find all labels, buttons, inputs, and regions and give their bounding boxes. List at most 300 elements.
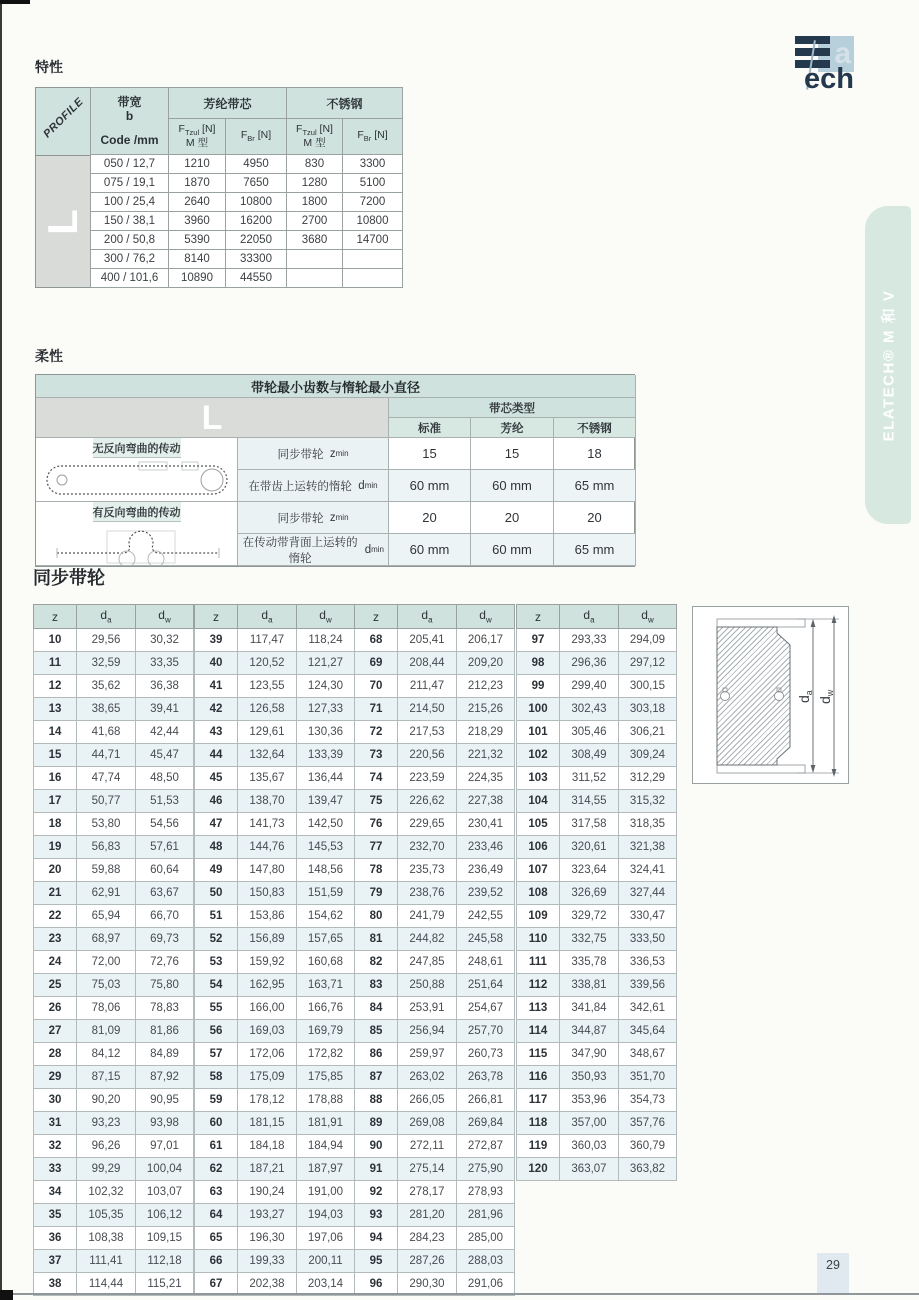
cell: 14 [34, 721, 77, 744]
row-label: 同步带轮 z min [238, 502, 389, 534]
cell: 281,20 [398, 1204, 457, 1227]
row-label: 同步带轮 z min [238, 438, 389, 470]
cell: 45 [195, 767, 238, 790]
cell: 35 [34, 1204, 77, 1227]
cell: 67 [195, 1273, 238, 1296]
cell: 357,00 [560, 1112, 619, 1135]
cell: 141,73 [238, 813, 297, 836]
cell: 70 [355, 675, 398, 698]
cell: 16 [34, 767, 77, 790]
table-row [355, 882, 515, 905]
table-row [517, 652, 677, 675]
profile-label: PROFILE [41, 95, 86, 141]
table-row [91, 174, 403, 193]
table-row [34, 744, 194, 767]
cell [343, 269, 403, 288]
cell: 347,90 [560, 1043, 619, 1066]
table-row [195, 767, 355, 790]
cell: 75,80 [136, 974, 194, 997]
section-title-flexibility: 柔性 [35, 348, 63, 364]
cell: 123,55 [238, 675, 297, 698]
cord-col-aramid: 芳纶 [471, 418, 554, 438]
table-row [34, 1250, 194, 1273]
cell: 19 [34, 836, 77, 859]
cell: 315,32 [619, 790, 677, 813]
cell [287, 269, 343, 288]
cell: 338,81 [560, 974, 619, 997]
cell: 117 [517, 1089, 560, 1112]
cell: 75,03 [77, 974, 136, 997]
cell: 272,87 [457, 1135, 515, 1158]
cell: 100 / 25,4 [91, 193, 169, 212]
group-reverse-bend [36, 502, 238, 566]
profile-letter-cell [36, 156, 90, 287]
cell: 108 [517, 882, 560, 905]
cell: 111 [517, 951, 560, 974]
table-row [34, 905, 194, 928]
cell: 217,53 [398, 721, 457, 744]
cell: 44,71 [77, 744, 136, 767]
cell: 103 [517, 767, 560, 790]
footer-rule [0, 1293, 919, 1295]
cell [343, 250, 403, 269]
cell: 101 [517, 721, 560, 744]
table-row [355, 836, 515, 859]
table-row [34, 652, 194, 675]
cell: 153,86 [238, 905, 297, 928]
cell: 224,35 [457, 767, 515, 790]
cell: 075 / 19,1 [91, 174, 169, 193]
table-row [195, 997, 355, 1020]
characteristics-data-table [90, 87, 403, 288]
cell: 119 [517, 1135, 560, 1158]
cell: 256,94 [398, 1020, 457, 1043]
value-cell: 60 mm [389, 534, 471, 566]
cell: 61 [195, 1135, 238, 1158]
table-row [517, 721, 677, 744]
cell: 23 [34, 928, 77, 951]
cell: 333,50 [619, 928, 677, 951]
cell: 69,73 [136, 928, 194, 951]
cell: 58 [195, 1066, 238, 1089]
cell: 193,27 [238, 1204, 297, 1227]
cell: 344,87 [560, 1020, 619, 1043]
cell: 135,67 [238, 767, 297, 790]
table-row [517, 790, 677, 813]
cell: 132,64 [238, 744, 297, 767]
cell: 336,53 [619, 951, 677, 974]
cell: 145,53 [297, 836, 355, 859]
cell: 363,07 [560, 1158, 619, 1181]
table-row [355, 744, 515, 767]
group-no-reverse-bend [36, 438, 238, 502]
cell: 45,47 [136, 744, 194, 767]
table-row [34, 1089, 194, 1112]
cell: 74 [355, 767, 398, 790]
dimension-label-da: $d_a$ [796, 690, 814, 703]
cell: 42,44 [136, 721, 194, 744]
cell: 22050 [226, 231, 287, 250]
col-header-da: $d_a$ [77, 605, 136, 629]
cell: 360,03 [560, 1135, 619, 1158]
table-row [34, 675, 194, 698]
cell: 85 [355, 1020, 398, 1043]
cell: 2640 [169, 193, 226, 212]
cell: 44 [195, 744, 238, 767]
page-number: 29 [817, 1253, 849, 1293]
value-cell: 20 [389, 502, 471, 534]
table-row [34, 1158, 194, 1181]
table-row [355, 675, 515, 698]
cell: 147,80 [238, 859, 297, 882]
table-row [355, 1089, 515, 1112]
table-row [34, 1181, 194, 1204]
cell: 16200 [226, 212, 287, 231]
row-label: 在带齿上运转的惰轮 d min [238, 470, 389, 502]
cell: 300,15 [619, 675, 677, 698]
cell: 41 [195, 675, 238, 698]
table-row [517, 1043, 677, 1066]
col-header-dw: $d_w$ [136, 605, 194, 629]
table-row [34, 790, 194, 813]
cell: 84 [355, 997, 398, 1020]
table-row [34, 928, 194, 951]
cell: 97 [517, 629, 560, 652]
cell: 114,44 [77, 1273, 136, 1296]
cell: 211,47 [398, 675, 457, 698]
col-header-z: z [355, 605, 398, 629]
scan-corner-mark [0, 1290, 13, 1300]
table-row [195, 905, 355, 928]
cell: 305,46 [560, 721, 619, 744]
table-row [34, 836, 194, 859]
belt-loop-diagram [39, 458, 235, 501]
table-row [195, 951, 355, 974]
cell: 151,59 [297, 882, 355, 905]
cell: 112,18 [136, 1250, 194, 1273]
cell: 200,11 [297, 1250, 355, 1273]
cell: 112 [517, 974, 560, 997]
cell: 1280 [287, 174, 343, 193]
cell: 93 [355, 1204, 398, 1227]
table-row [34, 882, 194, 905]
cell: 159,92 [238, 951, 297, 974]
cell: 22 [34, 905, 77, 928]
cell: 187,21 [238, 1158, 297, 1181]
table-row [195, 1020, 355, 1043]
cell: 263,78 [457, 1066, 515, 1089]
cell: 90,95 [136, 1089, 194, 1112]
logo-text: ech [804, 63, 854, 95]
cell: 7650 [226, 174, 287, 193]
table-row [355, 767, 515, 790]
col-header-dw: $d_w$ [619, 605, 677, 629]
cell: 236,49 [457, 859, 515, 882]
cell: 293,33 [560, 629, 619, 652]
cell: 184,18 [238, 1135, 297, 1158]
cell: 269,84 [457, 1112, 515, 1135]
cell: 93,98 [136, 1112, 194, 1135]
cell: 29 [34, 1066, 77, 1089]
table-row [517, 1020, 677, 1043]
cell: 73 [355, 744, 398, 767]
cell: 90,20 [77, 1089, 136, 1112]
cell: 54,56 [136, 813, 194, 836]
cell: 10800 [226, 193, 287, 212]
table-row [34, 698, 194, 721]
cell: 296,36 [560, 652, 619, 675]
cell: 208,44 [398, 652, 457, 675]
cell: 335,78 [560, 951, 619, 974]
table-row [517, 629, 677, 652]
cell: 30,32 [136, 629, 194, 652]
cell: 245,58 [457, 928, 515, 951]
pulley-table-1 [33, 604, 194, 1296]
cell: 94 [355, 1227, 398, 1250]
cell: 48,50 [136, 767, 194, 790]
cell: 287,26 [398, 1250, 457, 1273]
table-row [34, 997, 194, 1020]
cell: 63,67 [136, 882, 194, 905]
cell: 227,38 [457, 790, 515, 813]
cell: 214,50 [398, 698, 457, 721]
cell: 2700 [287, 212, 343, 231]
table-row [355, 1204, 515, 1227]
table-row [34, 1227, 194, 1250]
cell: 194,03 [297, 1204, 355, 1227]
cell: 59 [195, 1089, 238, 1112]
cell: 40 [195, 652, 238, 675]
omega-drive-diagram [39, 522, 235, 565]
cell: 253,91 [398, 997, 457, 1020]
flexibility-table [35, 374, 635, 567]
cell: 86 [355, 1043, 398, 1066]
cell: 30 [34, 1089, 77, 1112]
cell: 43 [195, 721, 238, 744]
cell: 157,65 [297, 928, 355, 951]
cell: 220,56 [398, 744, 457, 767]
cell: 199,33 [238, 1250, 297, 1273]
cell: 120,52 [238, 652, 297, 675]
cell: 400 / 101,6 [91, 269, 169, 288]
side-tab-elatech-m-v [865, 206, 911, 524]
flex-table-title: 带轮最小齿数与惰轮最小直径 [36, 375, 636, 398]
cell: 206,17 [457, 629, 515, 652]
table-row [517, 882, 677, 905]
cell: 244,82 [398, 928, 457, 951]
cell: 139,47 [297, 790, 355, 813]
cell: 160,68 [297, 951, 355, 974]
cell: 66 [195, 1250, 238, 1273]
cell: 203,14 [297, 1273, 355, 1296]
cell: 223,59 [398, 767, 457, 790]
table-row [195, 629, 355, 652]
cell: 118,24 [297, 629, 355, 652]
cell: 120 [517, 1158, 560, 1181]
ftzul-header: $F_{Tzul}$ [N] M 型 [287, 119, 343, 155]
col-header-dw: $d_w$ [457, 605, 515, 629]
cell: 288,03 [457, 1250, 515, 1273]
cell: 7200 [343, 193, 403, 212]
cell: 332,75 [560, 928, 619, 951]
cell: 14700 [343, 231, 403, 250]
cell: 79 [355, 882, 398, 905]
cell: 51 [195, 905, 238, 928]
cell: 68 [355, 629, 398, 652]
table-row [34, 1066, 194, 1089]
cell: 27 [34, 1020, 77, 1043]
cell: 100 [517, 698, 560, 721]
cell: 269,08 [398, 1112, 457, 1135]
cell: 329,72 [560, 905, 619, 928]
cell: 281,96 [457, 1204, 515, 1227]
table-row [517, 997, 677, 1020]
cell: 1210 [169, 155, 226, 174]
ftzul-header: $F_{Tzul}$ [N] M 型 [169, 119, 226, 155]
table-row [517, 744, 677, 767]
cell: 5390 [169, 231, 226, 250]
table-row [195, 1204, 355, 1227]
section-title-pulleys: 同步带轮 [33, 568, 105, 588]
cell: 306,21 [619, 721, 677, 744]
cell: 050 / 12,7 [91, 155, 169, 174]
cell: 345,64 [619, 1020, 677, 1043]
cell: 175,09 [238, 1066, 297, 1089]
cell: 83 [355, 974, 398, 997]
cell: 56 [195, 1020, 238, 1043]
table-row [195, 859, 355, 882]
cell: 28 [34, 1043, 77, 1066]
cell: 64 [195, 1204, 238, 1227]
table-row [34, 859, 194, 882]
table-row [355, 1227, 515, 1250]
table-row [34, 1112, 194, 1135]
cell: 172,82 [297, 1043, 355, 1066]
cell: 78,83 [136, 997, 194, 1020]
cell: 84,12 [77, 1043, 136, 1066]
table-row [195, 1135, 355, 1158]
cell: 10 [34, 629, 77, 652]
table-row [195, 928, 355, 951]
table-row [355, 652, 515, 675]
cell: 33300 [226, 250, 287, 269]
cell: 75 [355, 790, 398, 813]
table-row [34, 974, 194, 997]
pulley-cross-section-drawing [692, 606, 849, 784]
cell: 103,07 [136, 1181, 194, 1204]
cell: 190,24 [238, 1181, 297, 1204]
profile-column-header [36, 88, 90, 156]
table-row [195, 1250, 355, 1273]
cell: 357,76 [619, 1112, 677, 1135]
table-row [517, 974, 677, 997]
table-row [34, 721, 194, 744]
cell: 88 [355, 1089, 398, 1112]
cell: 127,33 [297, 698, 355, 721]
cell: 51,53 [136, 790, 194, 813]
cell: 102 [517, 744, 560, 767]
cell: 230,41 [457, 813, 515, 836]
cell: 3300 [343, 155, 403, 174]
cell: 97,01 [136, 1135, 194, 1158]
table-row [34, 767, 194, 790]
table-row [195, 1112, 355, 1135]
cell: 31 [34, 1112, 77, 1135]
dimension-label-dw: $d_w$ [817, 689, 835, 704]
table-row [195, 1043, 355, 1066]
value-cell: 18 [554, 438, 636, 470]
table-row [195, 1181, 355, 1204]
cell: 266,05 [398, 1089, 457, 1112]
cell: 263,02 [398, 1066, 457, 1089]
cell: 226,62 [398, 790, 457, 813]
cell: 99,29 [77, 1158, 136, 1181]
cell: 26 [34, 997, 77, 1020]
table-row [355, 1250, 515, 1273]
row-label: 在传动带背面上运转的惰轮 d min [238, 534, 389, 566]
cell: 47 [195, 813, 238, 836]
table-row [517, 675, 677, 698]
table-row [195, 721, 355, 744]
cell: 42 [195, 698, 238, 721]
cell: 77 [355, 836, 398, 859]
cell: 46 [195, 790, 238, 813]
table-row [517, 928, 677, 951]
cell: 36,38 [136, 675, 194, 698]
table-row [517, 836, 677, 859]
cell: 354,73 [619, 1089, 677, 1112]
cell: 308,49 [560, 744, 619, 767]
fbr-header: $F_{Br}$ [N] [226, 119, 287, 155]
cell: 66,70 [136, 905, 194, 928]
table-row [195, 675, 355, 698]
cell: 65 [195, 1227, 238, 1250]
value-cell: 60 mm [389, 470, 471, 502]
cell: 327,44 [619, 882, 677, 905]
cell: 363,82 [619, 1158, 677, 1181]
value-cell: 60 mm [471, 534, 554, 566]
table-row [355, 1181, 515, 1204]
table-row [355, 629, 515, 652]
cell: 53 [195, 951, 238, 974]
cell: 275,90 [457, 1158, 515, 1181]
cell: 21 [34, 882, 77, 905]
cell: 326,69 [560, 882, 619, 905]
cell: 32,59 [77, 652, 136, 675]
cell: 118 [517, 1112, 560, 1135]
cell: 303,18 [619, 698, 677, 721]
cell: 109 [517, 905, 560, 928]
table-row [34, 1020, 194, 1043]
cell: 81,86 [136, 1020, 194, 1043]
pulley-table-2 [194, 604, 355, 1296]
cell: 111,41 [77, 1250, 136, 1273]
cell: 114 [517, 1020, 560, 1043]
cell: 100,04 [136, 1158, 194, 1181]
cell: 126,58 [238, 698, 297, 721]
cell: 72,76 [136, 951, 194, 974]
cell: 290,30 [398, 1273, 457, 1296]
table-row [355, 721, 515, 744]
cell: 259,97 [398, 1043, 457, 1066]
table-row [355, 1158, 515, 1181]
cell: 154,62 [297, 905, 355, 928]
cell: 353,96 [560, 1089, 619, 1112]
side-tab-label: ELATECH® M 和 V [880, 289, 898, 441]
table-row [355, 1020, 515, 1043]
cell: 239,52 [457, 882, 515, 905]
cell: 181,15 [238, 1112, 297, 1135]
